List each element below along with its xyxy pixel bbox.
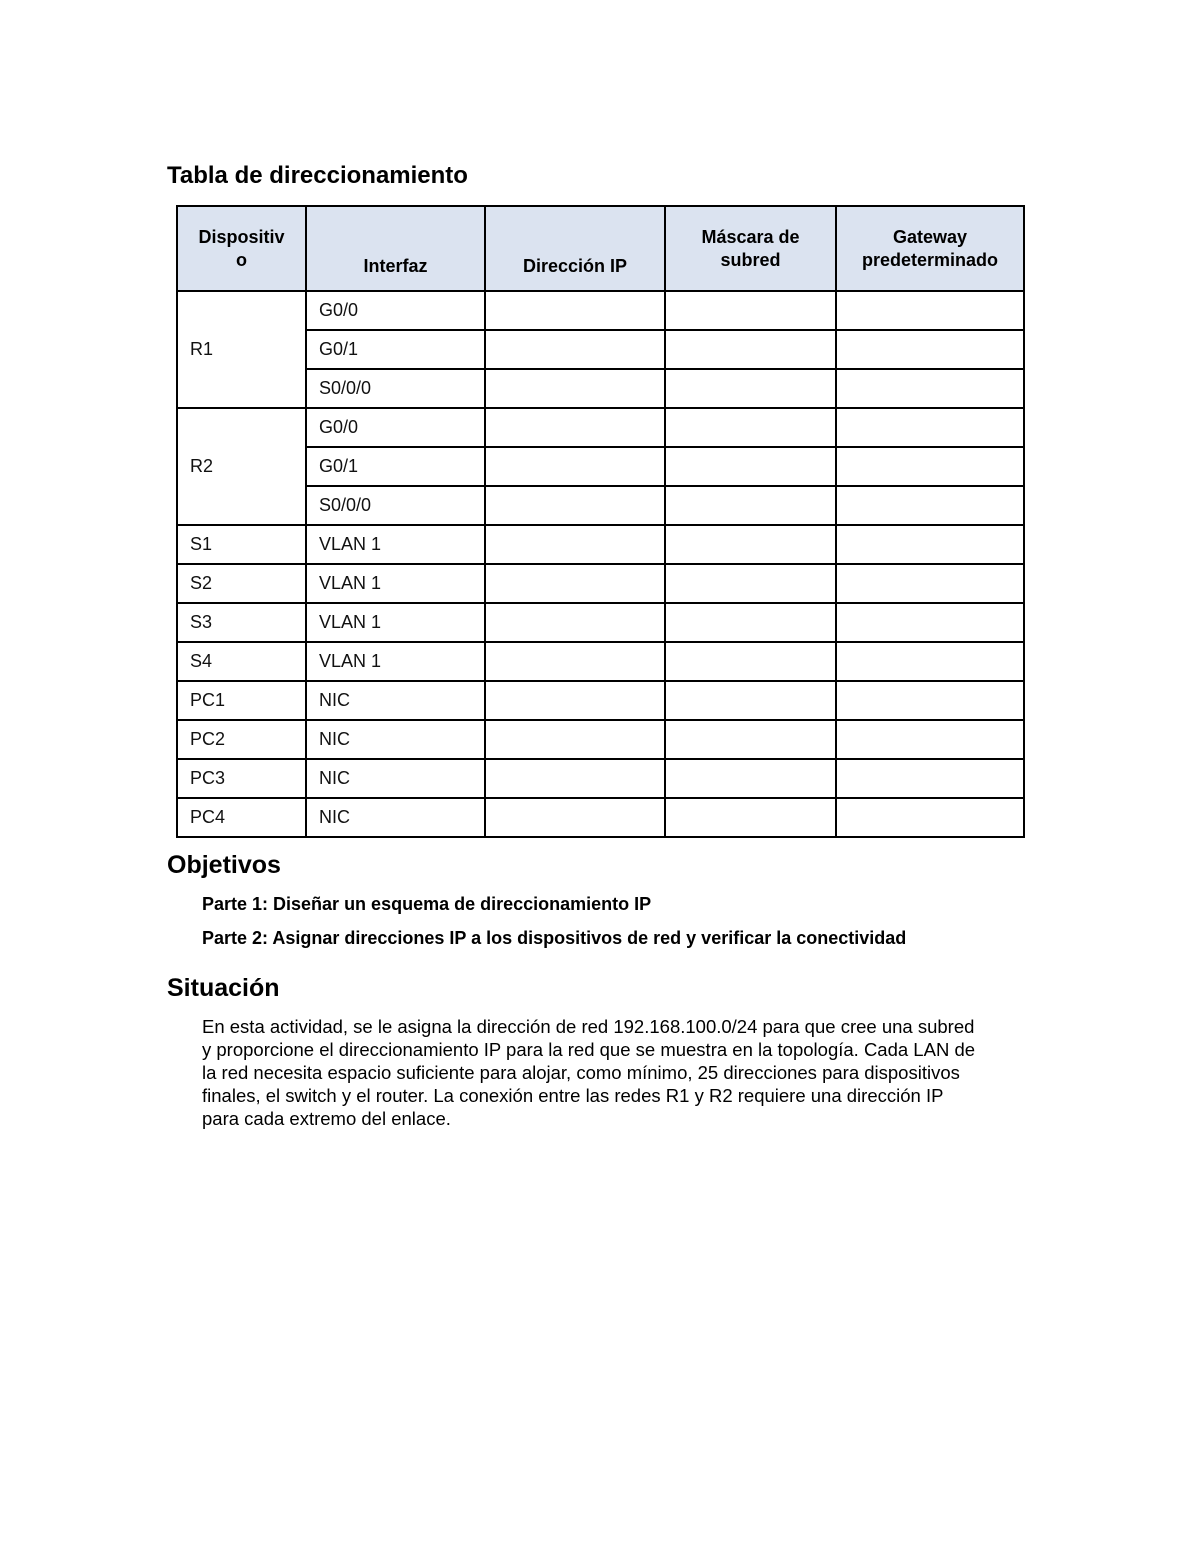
default-gateway-cell — [836, 798, 1024, 837]
situacion-line: finales, el switch y el router. La conexión entre las redes R1 y R2 requiere una dirección IP — [202, 1085, 944, 1106]
table-body — [177, 291, 1024, 837]
default-gateway-cell — [836, 447, 1024, 486]
interface-cell: G0/1 — [306, 330, 485, 369]
default-gateway-cell — [836, 564, 1024, 603]
subnet-mask-cell — [665, 720, 836, 759]
interface-cell: S0/0/0 — [306, 369, 485, 408]
table-row — [177, 759, 1024, 798]
table-row — [177, 720, 1024, 759]
ip-address-cell — [485, 408, 665, 447]
device-cell: S3 — [177, 603, 306, 642]
subnet-mask-cell — [665, 681, 836, 720]
subnet-mask-cell — [665, 486, 836, 525]
ip-address-cell — [485, 330, 665, 369]
interface-cell: NIC — [306, 798, 485, 837]
section-title-objetivos: Objetivos — [167, 851, 281, 879]
subnet-mask-cell — [665, 642, 836, 681]
interface-cell: G0/0 — [306, 408, 485, 447]
subnet-mask-cell — [665, 798, 836, 837]
subnet-mask-cell — [665, 330, 836, 369]
table-row — [177, 564, 1024, 603]
default-gateway-cell — [836, 408, 1024, 447]
device-cell: S4 — [177, 642, 306, 681]
default-gateway-cell — [836, 291, 1024, 330]
situacion-line: para cada extremo del enlace. — [202, 1108, 451, 1129]
subnet-mask-cell — [665, 564, 836, 603]
col-header-mascara: Máscara de subred — [665, 206, 836, 291]
ip-address-cell — [485, 564, 665, 603]
table-row — [177, 603, 1024, 642]
device-cell: PC3 — [177, 759, 306, 798]
table-row — [177, 681, 1024, 720]
ip-address-cell — [485, 759, 665, 798]
subnet-mask-cell — [665, 369, 836, 408]
table-row — [177, 408, 1024, 447]
default-gateway-cell — [836, 681, 1024, 720]
table-row — [177, 525, 1024, 564]
ip-address-cell — [485, 681, 665, 720]
ip-address-cell — [485, 642, 665, 681]
objective-part-1: Parte 1: Diseñar un esquema de direccionamiento IP — [202, 894, 652, 914]
interface-cell: G0/0 — [306, 291, 485, 330]
ip-address-cell — [485, 525, 665, 564]
default-gateway-cell — [836, 369, 1024, 408]
subnet-mask-cell — [665, 525, 836, 564]
subnet-mask-cell — [665, 408, 836, 447]
ip-address-cell — [485, 369, 665, 408]
table-row — [177, 642, 1024, 681]
ip-address-cell — [485, 486, 665, 525]
col-header-dispositivo: Dispositiv o — [177, 206, 306, 291]
device-cell: R2 — [177, 408, 306, 525]
subnet-mask-cell — [665, 447, 836, 486]
interface-cell: S0/0/0 — [306, 486, 485, 525]
default-gateway-cell — [836, 486, 1024, 525]
device-cell: R1 — [177, 291, 306, 408]
interface-cell: NIC — [306, 681, 485, 720]
ip-address-cell — [485, 798, 665, 837]
interface-cell: VLAN 1 — [306, 603, 485, 642]
interface-cell: VLAN 1 — [306, 525, 485, 564]
section-title-tabla: Tabla de direccionamiento — [167, 162, 468, 189]
ip-address-cell — [485, 720, 665, 759]
table-row — [177, 291, 1024, 330]
subnet-mask-cell — [665, 603, 836, 642]
device-cell: S2 — [177, 564, 306, 603]
interface-cell: VLAN 1 — [306, 642, 485, 681]
situacion-line: y proporcione el direccionamiento IP para la red que se muestra en la topología. Cada LAN de — [202, 1039, 976, 1060]
default-gateway-cell — [836, 720, 1024, 759]
ip-address-cell — [485, 291, 665, 330]
objective-part-2: Parte 2: Asignar direcciones IP a los dispositivos de red y verificar la conectividad — [202, 928, 907, 948]
default-gateway-cell — [836, 759, 1024, 798]
default-gateway-cell — [836, 525, 1024, 564]
situacion-paragraph — [202, 1015, 1032, 1130]
table-header-row — [177, 206, 1024, 291]
col-header-direccion-ip: Dirección IP — [485, 206, 665, 291]
col-header-gateway: Gateway predeterminado — [836, 206, 1024, 291]
device-cell: PC4 — [177, 798, 306, 837]
default-gateway-cell — [836, 642, 1024, 681]
table-row — [177, 798, 1024, 837]
situacion-line: En esta actividad, se le asigna la dirección de red 192.168.100.0/24 para que cree una subred — [202, 1016, 975, 1037]
ip-address-cell — [485, 603, 665, 642]
default-gateway-cell — [836, 603, 1024, 642]
situacion-line: la red necesita espacio suficiente para alojar, como mínimo, 25 direcciones para dispositivos — [202, 1062, 960, 1083]
default-gateway-cell — [836, 330, 1024, 369]
device-cell: PC1 — [177, 681, 306, 720]
ip-address-cell — [485, 447, 665, 486]
interface-cell: G0/1 — [306, 447, 485, 486]
interface-cell: VLAN 1 — [306, 564, 485, 603]
col-header-interfaz: Interfaz — [306, 206, 485, 291]
addressing-table — [176, 205, 1025, 838]
subnet-mask-cell — [665, 291, 836, 330]
device-cell: PC2 — [177, 720, 306, 759]
subnet-mask-cell — [665, 759, 836, 798]
interface-cell: NIC — [306, 759, 485, 798]
interface-cell: NIC — [306, 720, 485, 759]
device-cell: S1 — [177, 525, 306, 564]
section-title-situacion: Situación — [167, 974, 280, 1002]
